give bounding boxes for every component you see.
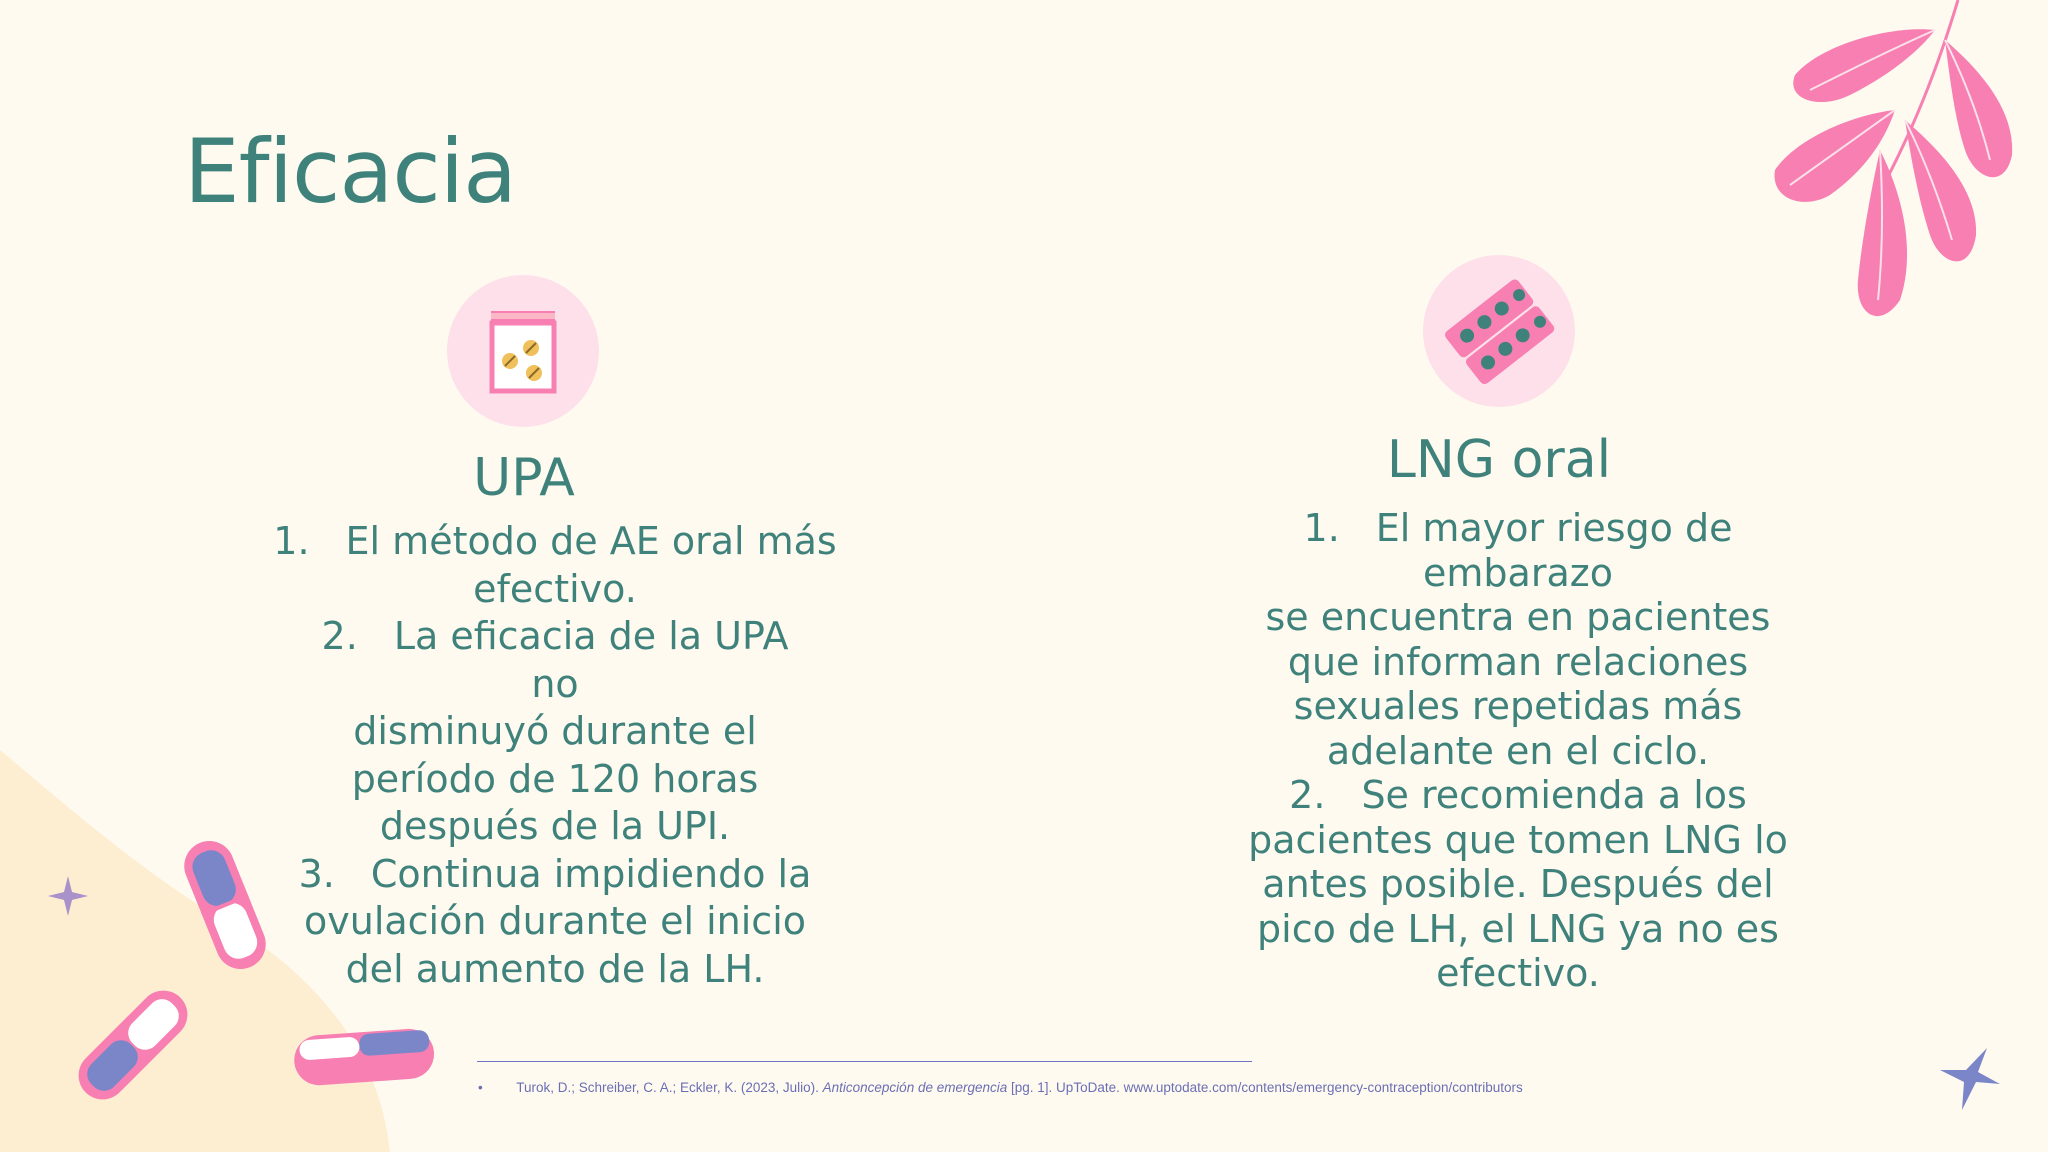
capsule-icon [170, 830, 280, 980]
capsule-icon [290, 1020, 440, 1090]
lng-heading: LNG oral [1386, 430, 1612, 490]
list-item [1168, 506, 1868, 773]
list-text: disminuyó durante el período de 120 horas después de la UPI. [351, 709, 759, 848]
upa-list [230, 518, 880, 993]
upa-heading: UPA [473, 448, 575, 508]
list-text: se encuentra en pacientes que informan relaciones sexuales repetidas más adelante en el ciclo. [1265, 595, 1771, 773]
list-text-first-line: La eficacia de la UPA no [393, 614, 789, 706]
sparkle-star-icon [1940, 1048, 2000, 1110]
list-number: 1. [1303, 506, 1340, 550]
slide-title: Eficacia [184, 120, 517, 223]
capsule-icon [68, 980, 198, 1110]
leaf-branch-icon [1740, 0, 2048, 330]
list-number: 3. [298, 851, 335, 896]
blister-pack-icon [1423, 255, 1575, 407]
list-item [230, 851, 880, 994]
list-text-first-line: Se recomienda a los [1361, 773, 1747, 817]
lng-list [1168, 506, 1868, 996]
list-text: pacientes que tomen LNG lo antes posible. Después del pico de LH, el LNG ya no es efectivo. [1248, 817, 1788, 995]
reference-divider [477, 1061, 1252, 1062]
reference-work: Anticoncepción de emergencia [822, 1080, 1008, 1095]
list-number: 2. [1289, 773, 1326, 817]
list-item [230, 518, 880, 613]
list-text: ovulación durante el inicio del aumento de la LH. [304, 899, 806, 991]
list-text: efectivo. [473, 566, 637, 611]
reference-citation [478, 1080, 1678, 1095]
pill-bag-icon [447, 275, 599, 427]
reference-tail: [pg. 1]. UpToDate. www.uptodate.com/contents/emergency-contraception/contributors [1011, 1080, 1523, 1095]
list-number: 2. [321, 614, 358, 658]
reference-bullet: • [478, 1080, 483, 1095]
list-text-first-line: El método de AE oral más [345, 519, 837, 563]
list-item [1168, 773, 1868, 996]
small-sparkle-icon [48, 876, 88, 916]
list-number: 1. [273, 519, 310, 563]
list-text-first-line: Continua impidiendo la [370, 851, 812, 896]
reference-authors: Turok, D.; Schreiber, C. A.; Eckler, K. (2023, Julio). [516, 1080, 819, 1095]
list-text-first-line: El mayor riesgo de embarazo [1375, 506, 1733, 595]
list-item [230, 613, 880, 851]
